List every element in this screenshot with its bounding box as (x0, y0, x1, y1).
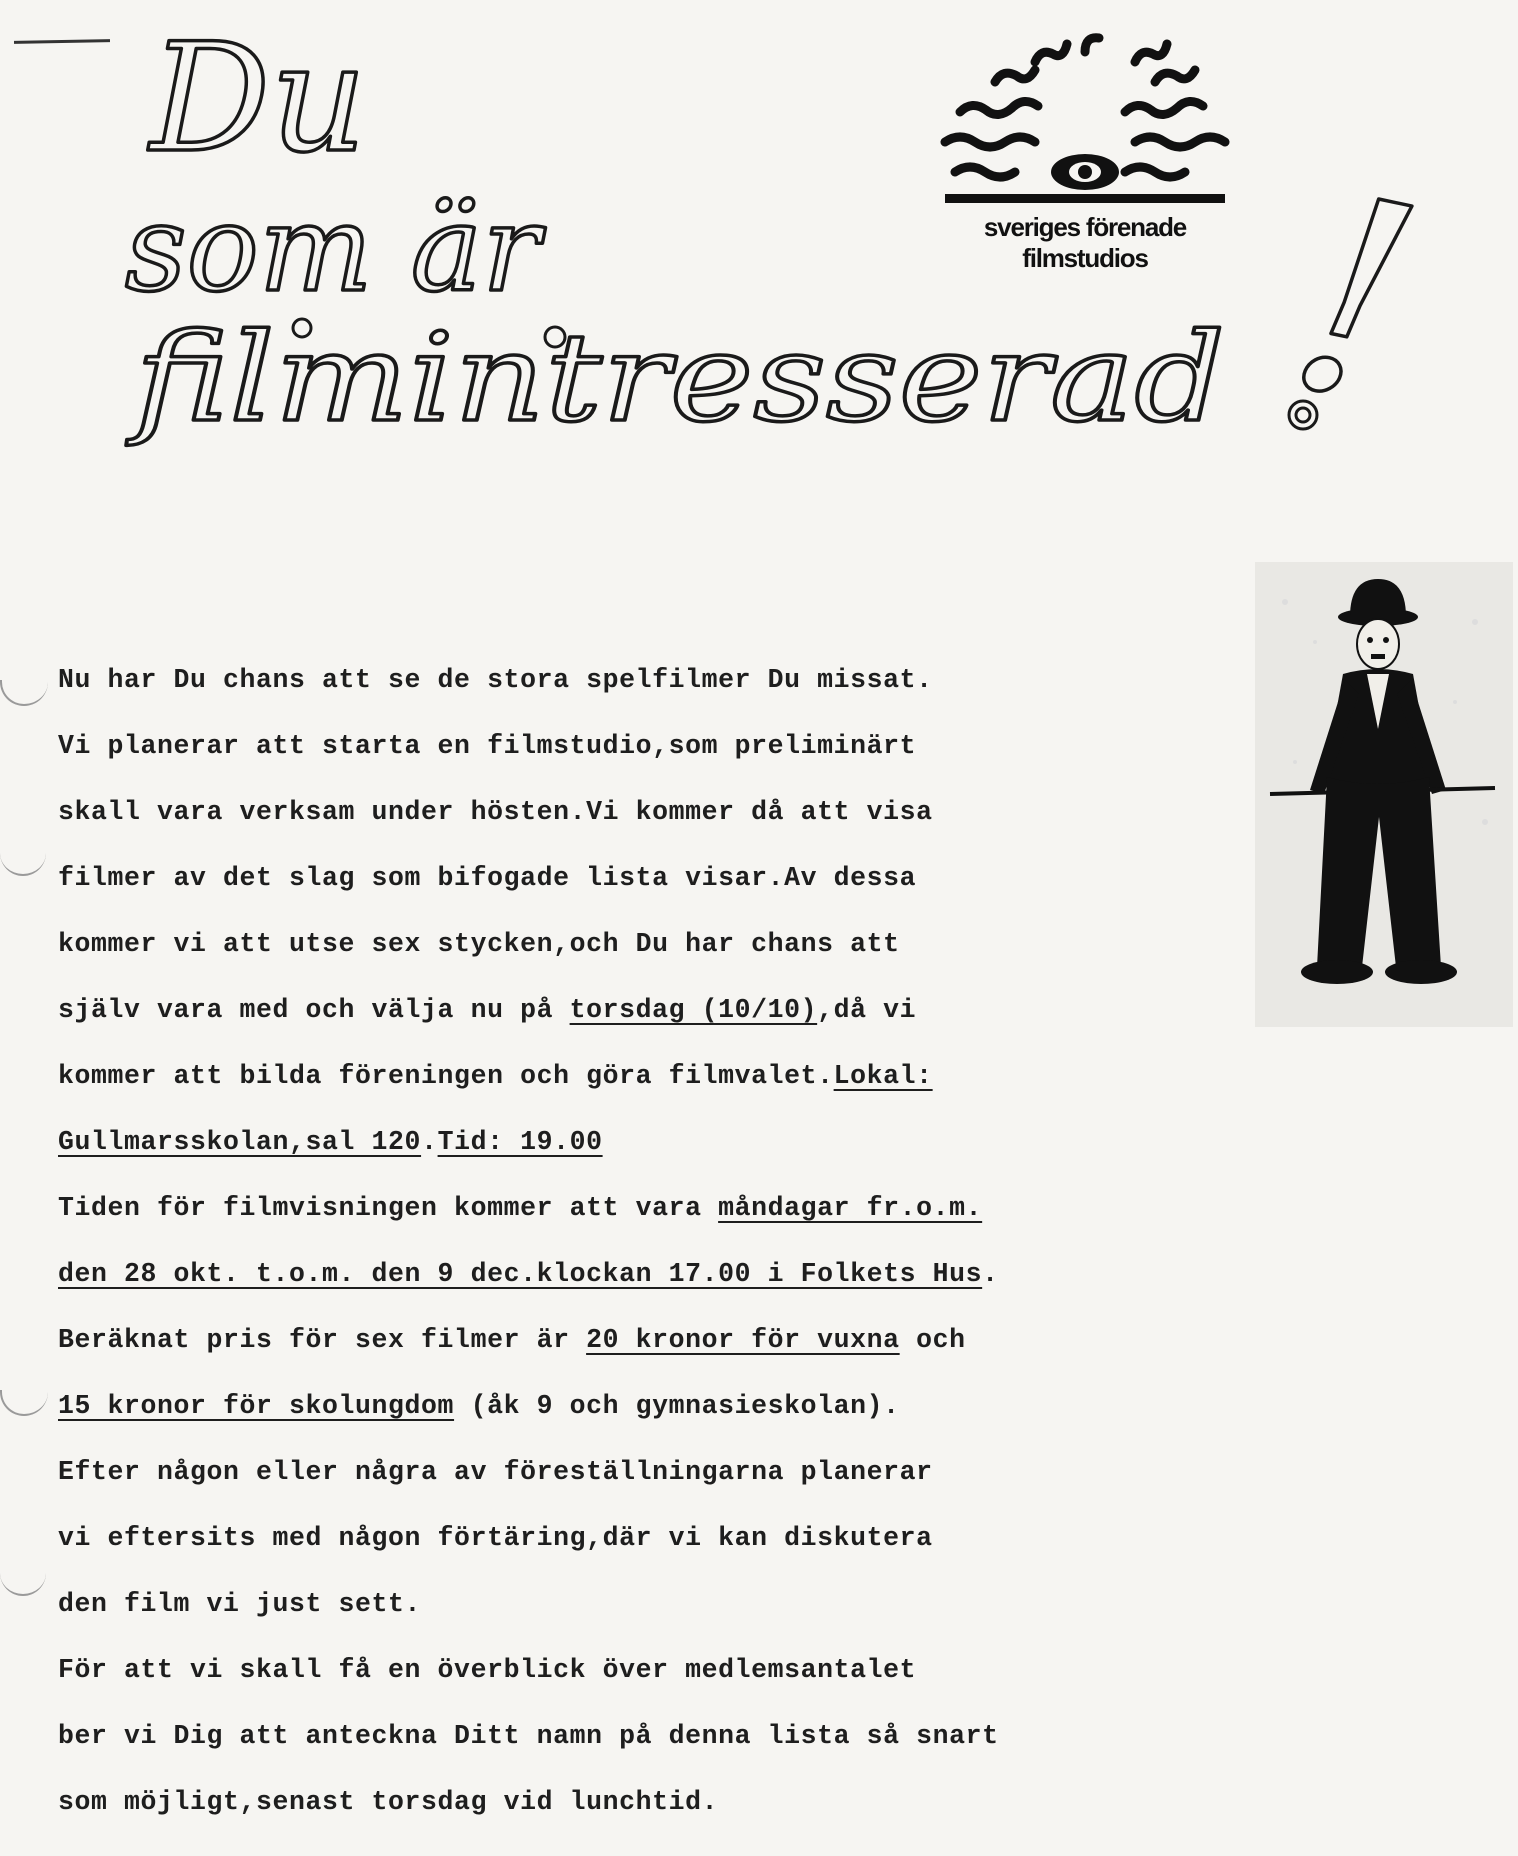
sun-eye-logo-icon (925, 22, 1245, 207)
text-line: Efter någon eller några av föreställningarna planerar (58, 1457, 933, 1487)
headline-exclamation: ! (1268, 134, 1441, 465)
text-line: Beräknat pris för sex filmer är 20 kronor för vuxna och (58, 1325, 966, 1355)
headline-line-3: filmintresserad (125, 307, 1226, 449)
venue-value: Gullmarsskolan,sal 120 (58, 1127, 422, 1157)
text-line: den film vi just sett. (58, 1589, 422, 1619)
headline-line-1: Du (150, 12, 367, 186)
logo-text: sveriges förenade filmstudios (983, 212, 1187, 273)
text-line: kommer vi att utse sex stycken,och Du har chans att (58, 929, 900, 959)
headline-line-2: som är (125, 180, 540, 319)
text-line: som möjligt,senast torsdag vid lunchtid. (58, 1787, 719, 1817)
text-line: För att vi skall få en överblick över medlemsantalet (58, 1655, 917, 1685)
venue-label: Lokal: (833, 1061, 933, 1091)
text-line: den 28 okt. t.o.m. den 9 dec.klockan 17.00 i Folkets Hus. (58, 1259, 999, 1289)
meeting-time: Tid: 19.00 (437, 1127, 603, 1157)
binder-hole-mark (0, 1570, 46, 1596)
binder-hole-mark (0, 680, 48, 706)
text-line: Gullmarsskolan,sal 120.Tid: 19.00 (58, 1127, 603, 1157)
text-line: 15 kronor för skolungdom (åk 9 och gymnasieskolan). (58, 1391, 900, 1421)
screening-days: måndagar fr.o.m. (718, 1193, 983, 1223)
binder-hole-mark (0, 1390, 48, 1416)
meeting-date: torsdag (10/10) (569, 995, 818, 1025)
text-line: Vi planerar att starta en filmstudio,som preliminärt (58, 731, 917, 761)
text-line: filmer av det slag som bifogade lista visar.Av dessa (58, 863, 917, 893)
text-line: Nu har Du chans att se de stora spelfilmer Du missat. (58, 665, 933, 695)
text-line: skall vara verksam under hösten.Vi kommer då att visa (58, 797, 933, 827)
text-line: själv vara med och välja nu på torsdag (10/10),då vi (58, 995, 917, 1025)
text-line: ber vi Dig att anteckna Ditt namn på denna lista så snart (58, 1721, 999, 1751)
text-line: kommer att bilda föreningen och göra filmvalet.Lokal: (58, 1061, 933, 1091)
adult-price: 20 kronor för vuxna (586, 1325, 900, 1355)
charlie-chaplin-figure-icon (1255, 562, 1513, 1027)
text-line: vi eftersits med någon förtäring,där vi kan diskutera (58, 1523, 933, 1553)
text-line: Tiden för filmvisningen kommer att vara måndagar fr.o.m. (58, 1193, 983, 1223)
sff-logo (925, 22, 1245, 273)
binder-hole-mark (0, 850, 46, 876)
typed-letter-body (58, 660, 1158, 1848)
screening-period: den 28 okt. t.o.m. den 9 dec.klockan 17.00 i Folkets Hus (58, 1259, 983, 1289)
youth-price: 15 kronor för skolungdom (58, 1391, 455, 1421)
handwritten-headline (0, 0, 1518, 520)
